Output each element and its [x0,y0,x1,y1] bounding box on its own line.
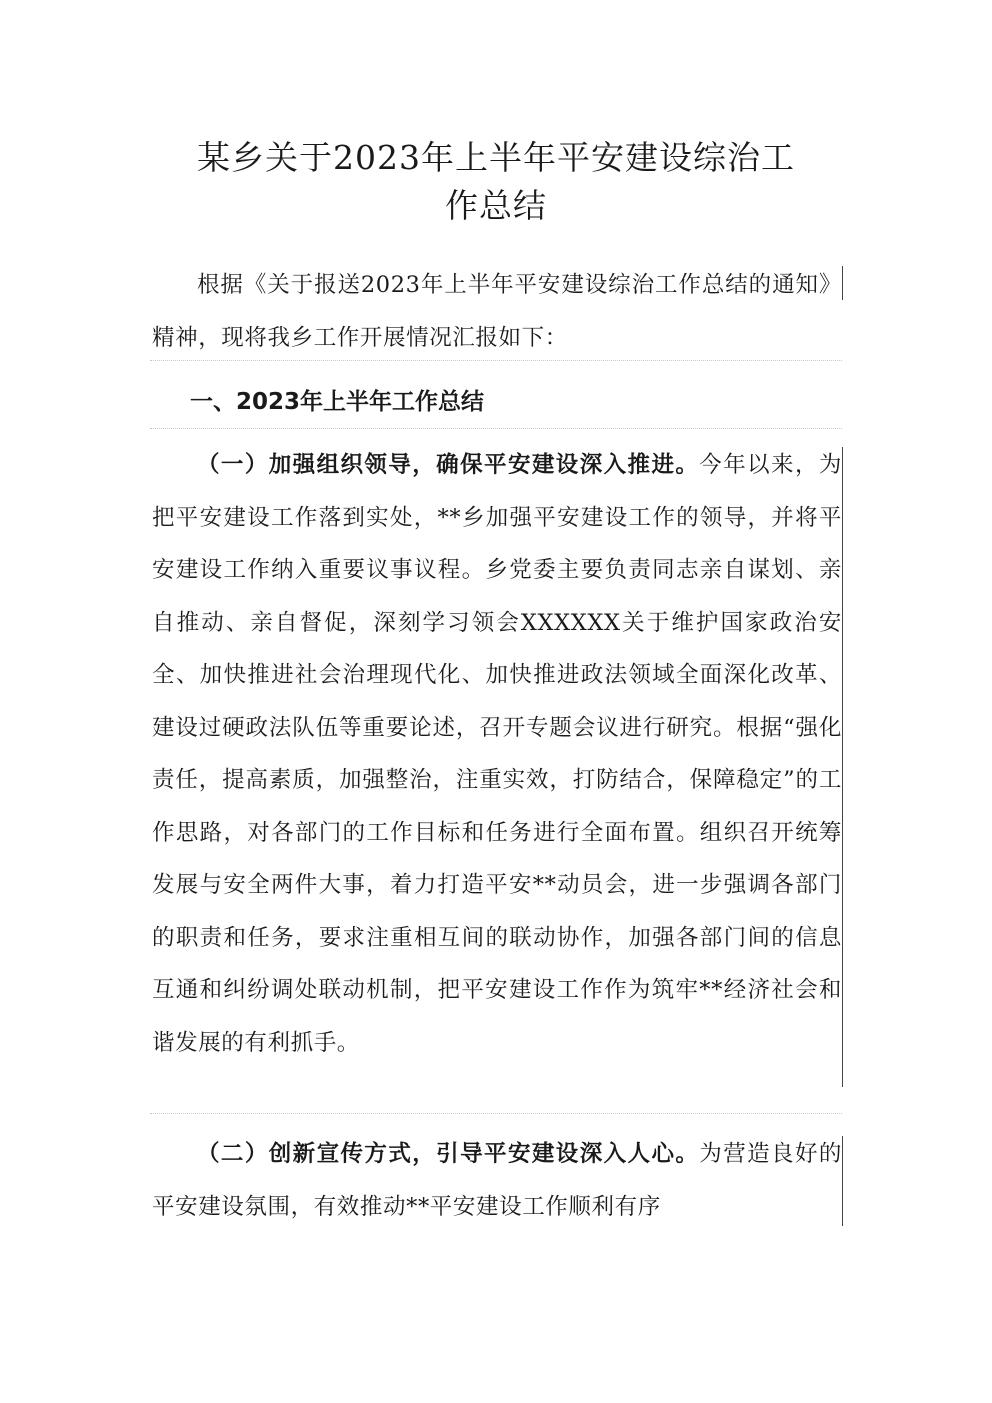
title-line-1: 某乡关于2023年上半年平安建设综治工 [197,138,795,177]
subsection-1-body: 今年以来，为把平安建设工作落到实处，**乡加强平安建设工作的领导，并将平安建设工作纳入重要议事议程。乡党委主要负责同志亲自谋划、亲自推动、亲自督促，深刻学习领会XXXXXX关于维护国家政治安全、加快推进社会治理现代化、加快推进政法领域全面深化改革、建设过硬政法队伍等重要论述，召开专题会议进行研究。根据“强化责任，提高素质，加强整治，注重实效，打防结合，保障稳定”的工作思路，对各部门的工作目标和任务进行全面布置。组织召开统筹发展与安全两件大事，着力打造平安**动员会，进一步强调各部门的职责和任务，要求注重相互间的联动协作，加强各部门间的信息互通和纠纷调处联动机制，把平安建设工作作为筑牢**经济社会和谐发展的有利抓手。 [152,452,842,1056]
subsection-2-body: 为营造良好的平安建设氛围，有效推动**平安建设工作顺利有序 [152,1141,842,1220]
subsection-1-paragraph [152,439,842,1069]
subsection-1-heading: （一）加强组织领导，确保平安建设深入推进。 [197,452,700,478]
subsection-2-heading: （二）创新宣传方式，引导平安建设深入人心。 [197,1141,700,1167]
title-line-2: 作总结 [445,186,547,225]
subsection-2-paragraph [152,1128,842,1233]
intro-paragraph: 根据《关于报送2023年上半年平安建设综治工作总结的通知》精神，现将我乡工作开展情况汇报如下： [152,272,842,351]
line-divider [150,1113,842,1114]
margin-bar [842,1136,843,1226]
margin-bar [842,447,843,1087]
line-divider [150,360,842,361]
section-heading: 一、2023年上半年工作总结 [190,389,485,415]
margin-bar [842,266,843,300]
line-divider [150,428,842,429]
document-title [150,134,842,230]
